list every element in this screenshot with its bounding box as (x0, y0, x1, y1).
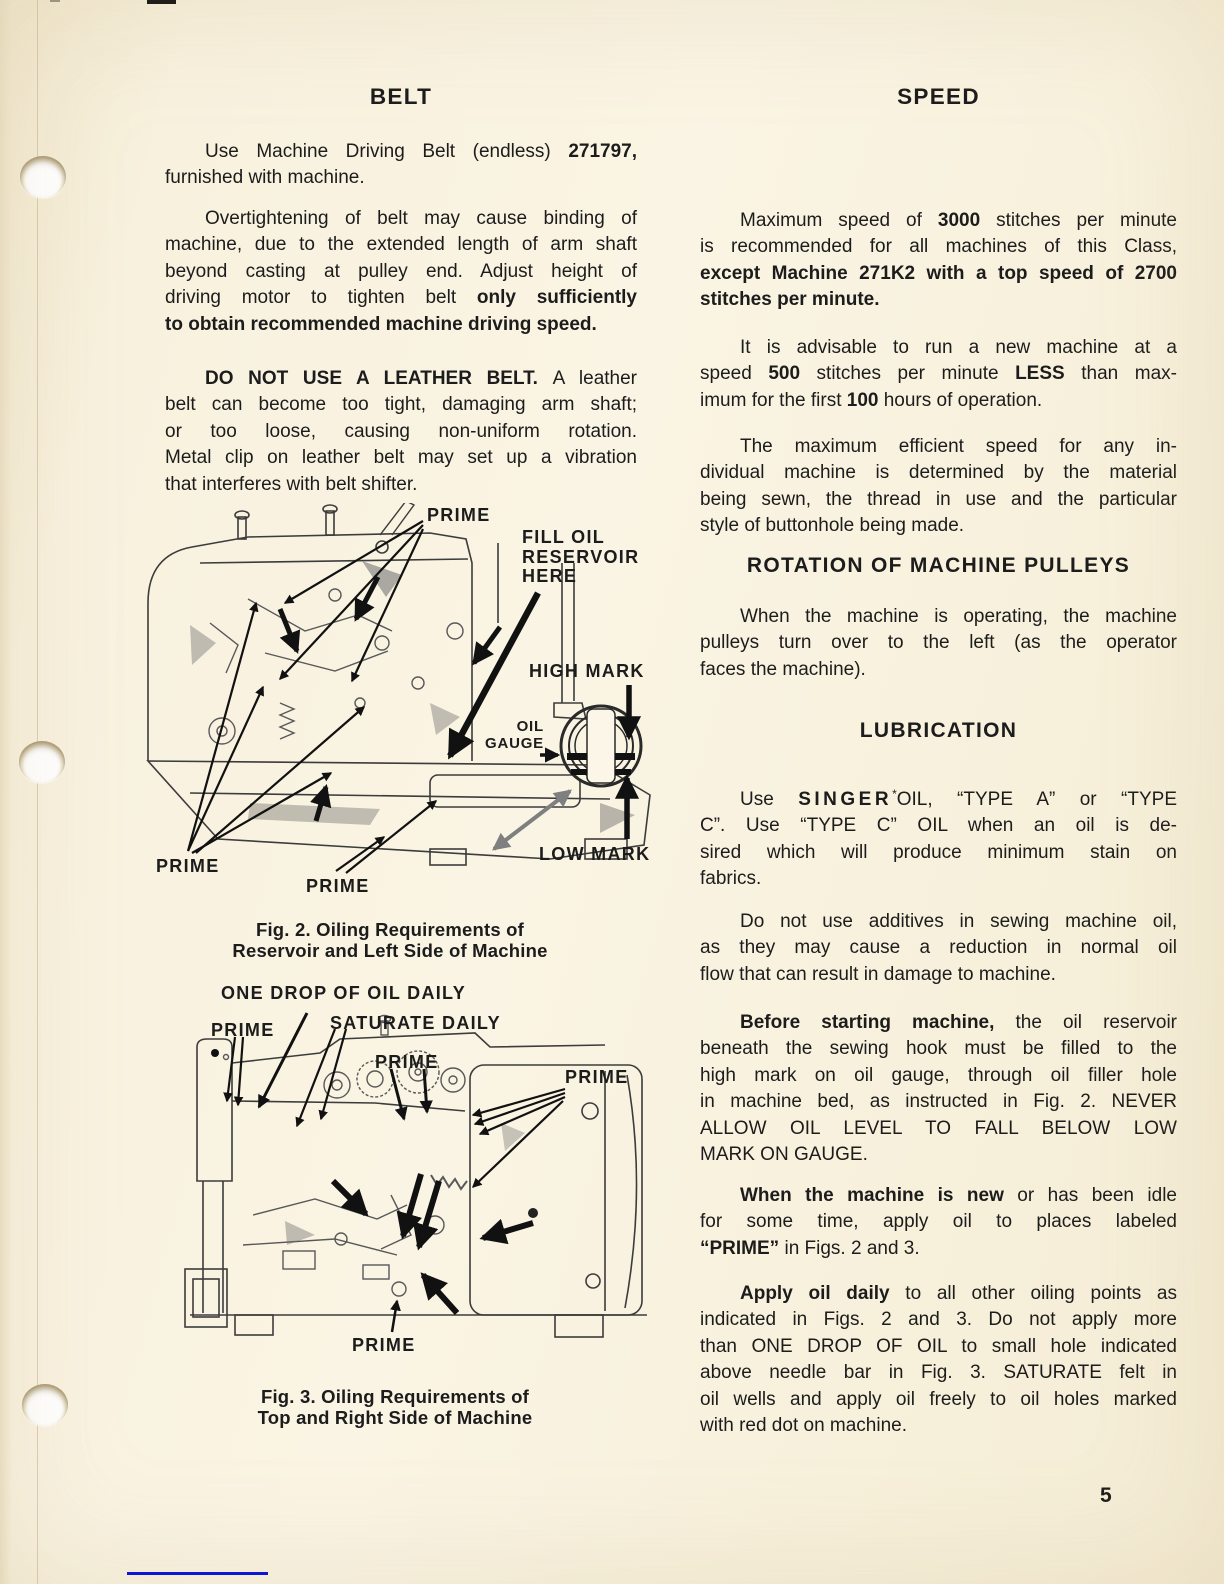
fig3-label-one-drop: ONE DROP OF OIL DAILY (221, 983, 467, 1003)
heading-belt: BELT (369, 84, 433, 109)
fig2-label-oil-gauge-line1: OIL (516, 718, 544, 735)
fig3-machine-drawing (135, 983, 665, 1383)
fig3-machine-shading (285, 1123, 538, 1245)
fig2-caption (195, 919, 585, 961)
fig3-caption-line1: Fig. 3. Oiling Requirements of (260, 1386, 530, 1407)
fig2-label-fill-oil-line2: RESERVOIR (522, 546, 640, 567)
lubrication-paragraph-5: Apply oil daily to all other oiling points as indicated in Figs. 2 and 3. Do not apply more than ONE DROP OF OIL to small hole indicated above needle bar in Fig. 3. SATURATE felt in oil wells and apply oil freely to oil holes marked with red dot on machine. (700, 1283, 1177, 1437)
punch-hole (22, 1384, 68, 1426)
fig3-label-prime-left: PRIME (211, 1020, 275, 1040)
fig3-caption (200, 1386, 590, 1428)
lubrication-paragraph-4: When the machine is new or has been idle for some time, apply oil to places labeled “PRIME” in Figs. 2 and 3. (700, 1185, 1177, 1259)
fig2-label-prime-top: PRIME (427, 505, 491, 525)
heading-speed: SPEED (897, 84, 980, 109)
lubrication-paragraph-2: Do not use additives in sewing machine oil, as they may cause a reduction in normal oil flow that can result in damage to machine. (700, 911, 1177, 985)
belt-paragraph-2: Overtightening of belt may cause binding of machine, due to the extended length of arm shaft beyond casting at pulley end. Adjust height of driving motor to tighten belt only sufficiently to obtain recommended machine driving speed. (165, 208, 637, 335)
fig2-label-low-mark: LOW MARK (539, 844, 651, 864)
fig3-label-prime-right: PRIME (565, 1067, 629, 1087)
fig3-caption-line2: Top and Right Side of Machine (257, 1407, 533, 1428)
fig2-label-high-mark: HIGH MARK (529, 661, 645, 681)
speed-paragraph-1: Maximum speed of 3000 stitches per minute is recommended for all machines of this Class, except Machine 271K2 with a top speed of 2700 stitches per minute. (700, 210, 1177, 311)
fig3-label-saturate-daily: SATURATE DAILY (330, 1013, 501, 1033)
blue-underline-mark (127, 1572, 268, 1575)
speed-paragraph-3: The maximum efficient speed for any in- dividual machine is determined by the material being sewn, the thread in use and the particular style of buttonhole being made. (700, 436, 1177, 537)
fig3-machine-inner-detail (211, 1049, 467, 1296)
lubrication-paragraph-3: Before starting machine, the oil reservoir beneath the sewing hook must be filled to the high mark on oil gauge, through oil filler hole in machine bed, as instructed in Fig. 2. NEVER ALLOW OIL LEVEL TO FALL BELOW LOW MARK ON GAUGE. (700, 1012, 1177, 1166)
punch-hole (19, 741, 65, 783)
heading-lubrication: LUBRICATION (859, 719, 1018, 742)
fig3-label-prime-bottom: PRIME (352, 1335, 416, 1355)
scan-artifact-mark (50, 0, 60, 2)
fig2-label-prime-left: PRIME (156, 856, 220, 876)
page-left-edge-shading (0, 0, 12, 1584)
fig2-label-oil-gauge (468, 718, 544, 752)
punch-hole (20, 156, 66, 198)
belt-paragraph-1: Use Machine Driving Belt (endless) 271797, furnished with machine. (165, 141, 637, 189)
fig2-label-prime-bottom: PRIME (306, 876, 370, 896)
belt-paragraph-3: DO NOT USE A LEATHER BELT. A leather belt can become too tight, damaging arm shaft; or too loose, causing non-uniform rotation. Metal clip on leather belt may set up a vibration that interferes with belt shifter. (165, 368, 638, 495)
fig2-caption-line2: Reservoir and Left Side of Machine (232, 940, 548, 961)
rotation-paragraph: When the machine is operating, the machine pulleys turn over to the left (as the operator faces the machine). (700, 606, 1177, 680)
heading-rotation-of-machine-pulleys: ROTATION OF MACHINE PULLEYS (746, 554, 1131, 577)
scan-artifact-mark (147, 0, 176, 4)
fig2-label-fill-oil-line3: HERE (522, 566, 578, 586)
fig2-label-fill-oil-line1: FILL OIL (522, 527, 606, 547)
fig2-caption-line1: Fig. 2. Oiling Requirements of (255, 919, 525, 940)
page-crease-line (37, 0, 38, 1584)
page-number: 5 (1100, 1484, 1112, 1507)
lubrication-paragraph-1: Use SINGER*OIL, “TYPE A” or “TYPE C”. Use “TYPE C” OIL when an oil is de- sired which will produce minimum stain on fabrics. (700, 787, 1177, 890)
fig2-label-fill-oil (522, 528, 639, 587)
speed-paragraph-2: It is advisable to run a new machine at a speed 500 stitches per minute LESS than max- imum for the first 100 hours of operation. (700, 337, 1177, 411)
fig2-label-oil-gauge-line2: GAUGE (484, 735, 544, 752)
fig3-label-prime-center: PRIME (375, 1052, 439, 1072)
